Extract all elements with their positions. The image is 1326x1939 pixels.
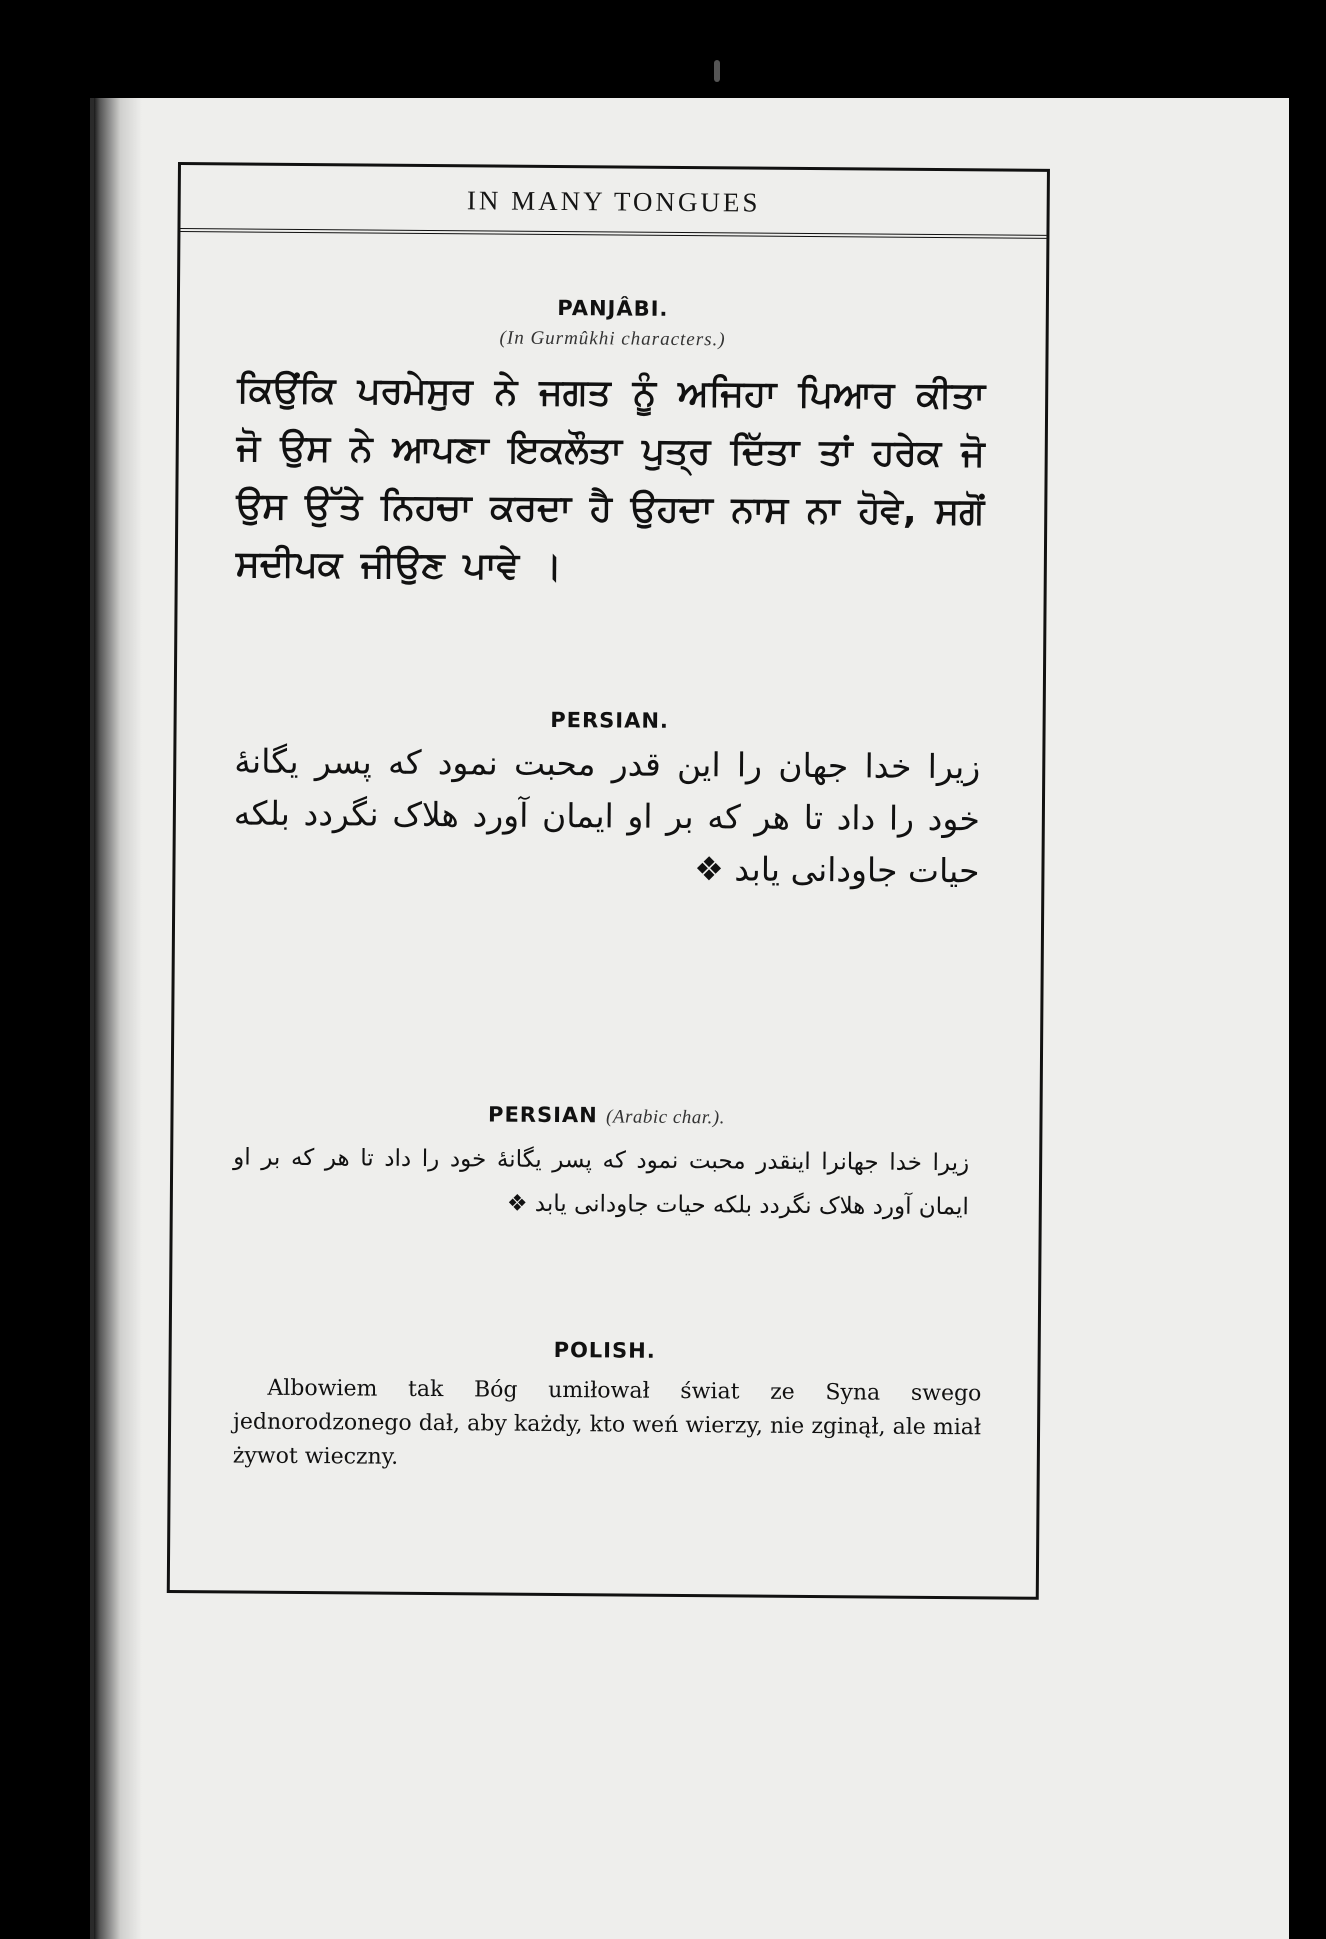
persian-heading: PERSIAN. bbox=[550, 707, 670, 733]
polish-text: Albowiem tak Bóg umiłował świat ze Syna swego jednorodzonego dał, aby każdy, kto weń wierzy, nie zginął, ale miał żywot wieczny. bbox=[232, 1375, 982, 1470]
polish-section bbox=[171, 1335, 1038, 1480]
panjabi-section bbox=[178, 293, 1046, 600]
panjabi-subheading: (In Gurmûkhi characters.) bbox=[499, 327, 726, 351]
running-header: IN MANY TONGUES bbox=[180, 165, 1046, 239]
persian-arabic-note: (Arabic char.). bbox=[606, 1106, 726, 1129]
persian-section bbox=[175, 705, 1042, 898]
persian-arabic-text: زیرا خدا جهانرا اینقدر محبت نمود که پسر یگانهٔ خود را داد تا هر که بر او ایمان آورد هلاک نگردد بلکه حیات جاودانی یابد ❖ bbox=[233, 1144, 970, 1221]
book-spine-shadow bbox=[94, 98, 142, 1939]
persian-arabic-heading: PERSIAN bbox=[488, 1102, 598, 1128]
persian-arabic-heading-line bbox=[173, 1100, 1039, 1132]
panjabi-heading: PANJÂBI. bbox=[557, 295, 669, 321]
page-frame bbox=[167, 162, 1050, 1600]
persian-text: زیرا خدا جهان را این قدر محبت نمود که پسر یگانهٔ خود را داد تا هر که بر او ایمان آورد هلاک نگردد بلکه حیات جاودانی یابد ❖ bbox=[233, 741, 981, 891]
panjabi-text: ਕਿਉਂਕਿ ਪਰਮੇਸੁਰ ਨੇ ਜਗਤ ਨੂੰ ਅਜਿਹਾ ਪਿਆਰ ਕੀਤਾ ਜੋ ਉਸ ਨੇ ਆਪਣਾ ਇਕਲੌਤਾ ਪੁਤ੍ਰ ਦਿੱਤਾ ਤਾਂ ਹਰੇਕ ਜੋ ਉਸ ਉੱਤੇ ਨਿਹਚਾ ਕਰਦਾ ਹੈ ਉਹਦਾ ਨਾਸ ਨਾ ਹੋਵੇ, ਸਗੋਂ ਸਦੀਪਕ ਜੀਉਣ ਪਾਵੇ । bbox=[235, 369, 986, 588]
scan-artifact bbox=[714, 60, 720, 82]
persian-arabic-section bbox=[173, 1100, 1040, 1230]
polish-heading: POLISH. bbox=[553, 1337, 656, 1363]
